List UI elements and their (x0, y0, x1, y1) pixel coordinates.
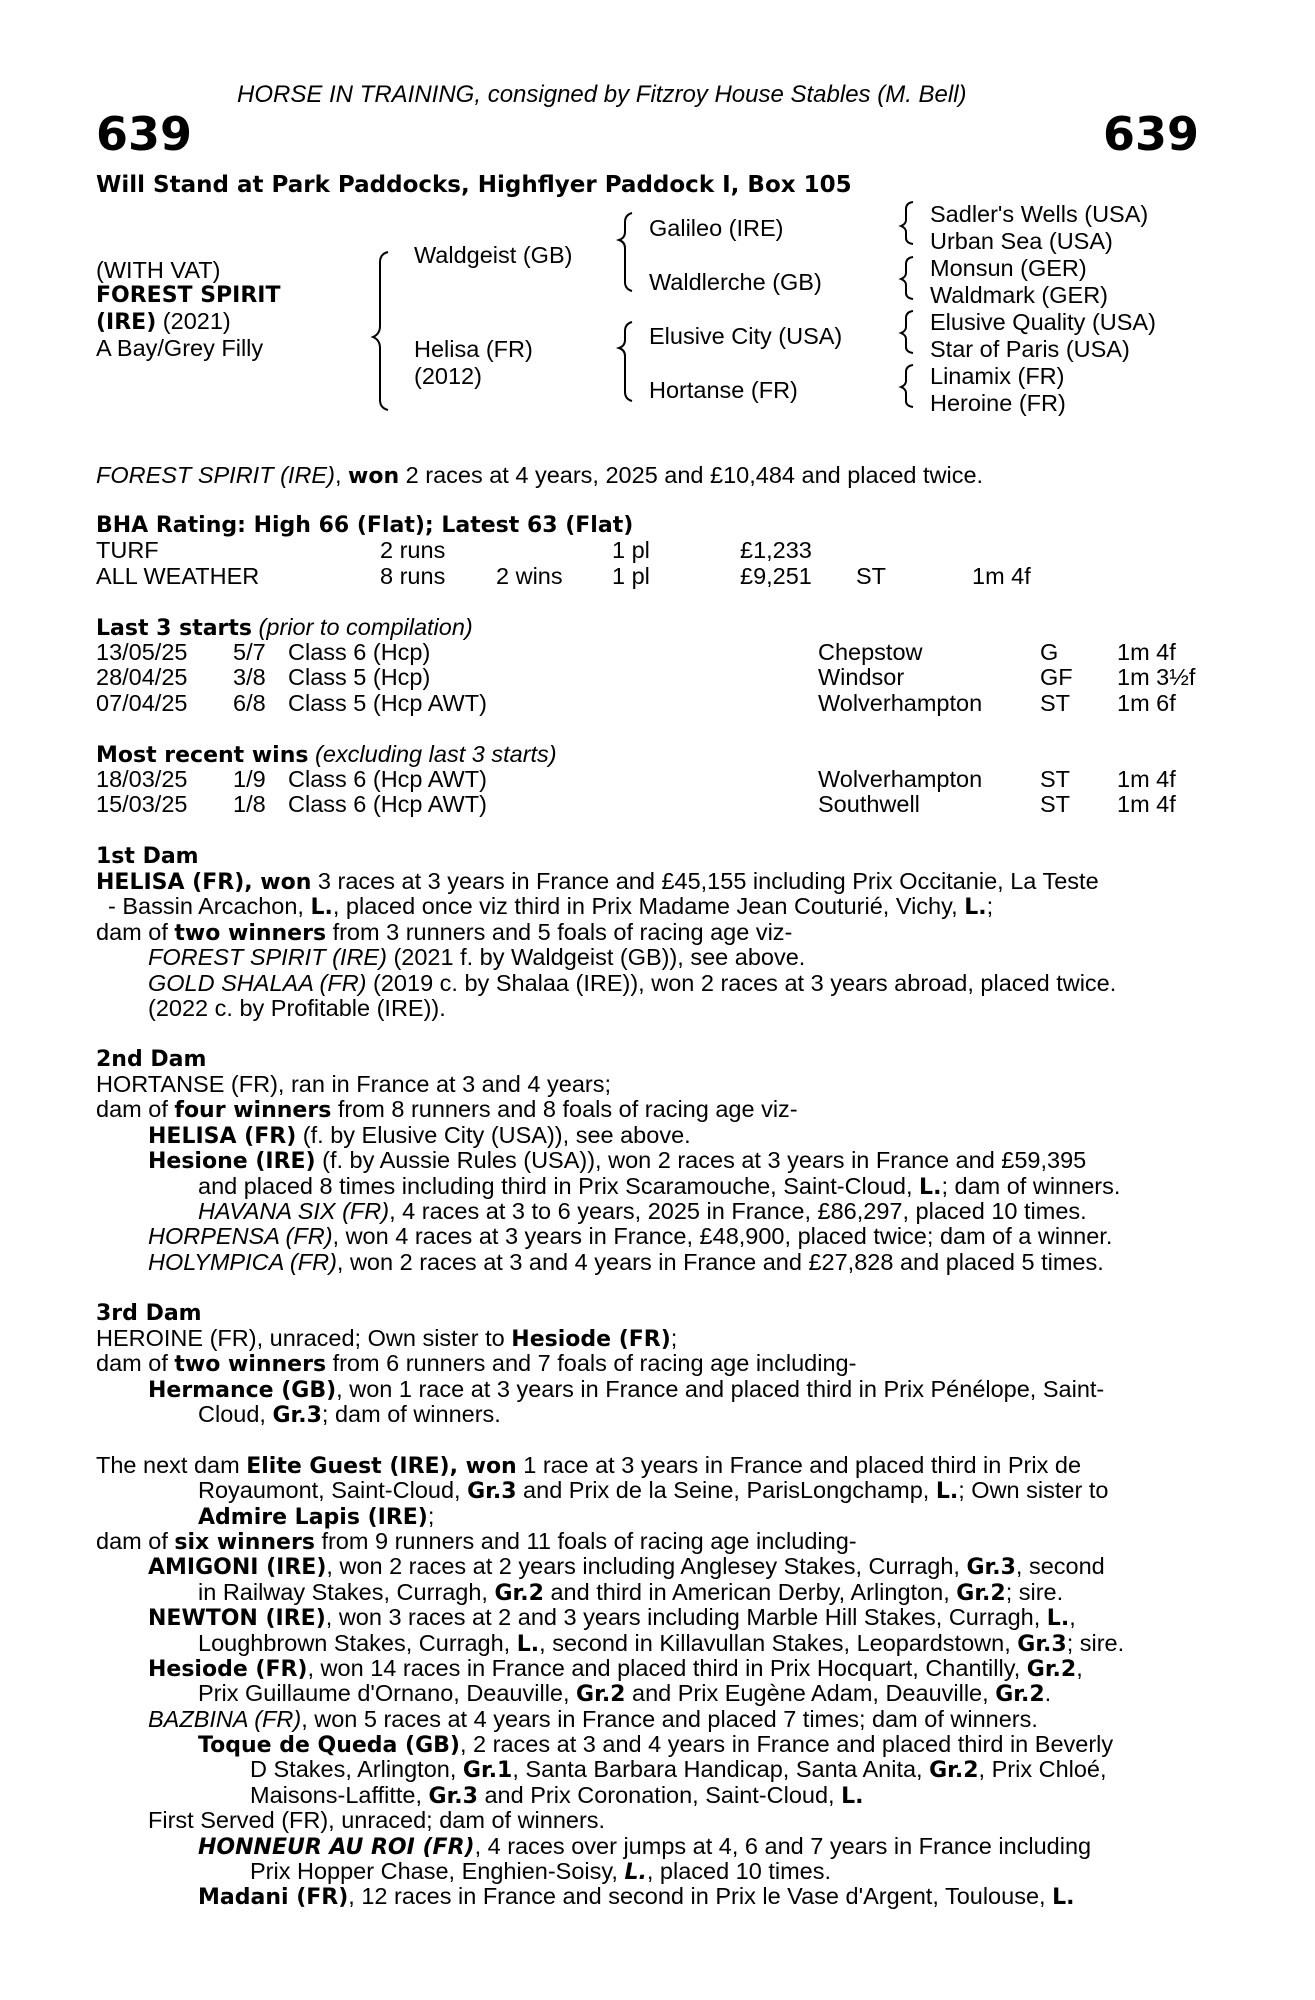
next-dam-line-6: in Railway Stakes, Curragh, Gr.2 and third in American Derby, Arlington, Gr.2; sire. (198, 1579, 1064, 1606)
second-dam-heading: 2nd Dam (96, 1047, 207, 1072)
next-dam-line-1: The next dam Elite Guest (IRE), won 1 race at 3 years in France and placed third in Prix de (96, 1452, 1082, 1479)
first-dam-line-2: - Bassin Arcachon, L., placed once viz third in Prix Madame Jean Couturié, Vichy, L.; (108, 893, 994, 920)
recent-win-dist: 1m 4f (1117, 791, 1176, 818)
last-start-cls: Class 6 (Hcp) (288, 639, 431, 665)
last-start-pos: 3/8 (233, 664, 266, 691)
dam-dam-dam: Heroine (FR) (930, 390, 1066, 416)
first-dam-line-3: dam of two winners from 3 runners and 5 foals of racing age viz- (96, 919, 793, 946)
rating-prize: £1,233 (740, 537, 812, 563)
first-dam-line-6: (2022 c. by Profitable (IRE)). (148, 995, 446, 1021)
last-start-cls: Class 5 (Hcp) (288, 664, 431, 691)
first-dam-heading: 1st Dam (96, 844, 199, 869)
recent-win-going: ST (1040, 766, 1071, 792)
second-dam-line-2: dam of four winners from 8 runners and 8 foals of racing age viz- (96, 1096, 798, 1123)
next-dam-line-8: Loughbrown Stakes, Curragh, L., second in Killavullan Stakes, Leopardstown, Gr.3; sire. (198, 1630, 1125, 1657)
second-dam-line-8: HOLYMPICA (FR), won 2 races at 3 and 4 years in France and £27,828 and placed 5 times. (148, 1249, 1104, 1275)
last-start-date: 13/05/25 (96, 639, 188, 665)
last-start-going: GF (1040, 664, 1073, 691)
third-dam-line-3: Hermance (GB), won 1 race at 3 years in France and placed third in Prix Pénélope, Saint- (148, 1376, 1105, 1403)
next-dam-line-3: Admire Lapis (IRE); (198, 1503, 435, 1530)
recent-win-date: 18/03/25 (96, 766, 188, 792)
second-dam-line-3: HELISA (FR) (f. by Elusive City (USA)), see above. (148, 1122, 691, 1149)
recent-wins-heading (96, 742, 557, 768)
last-start-going: ST (1040, 689, 1071, 716)
second-dam-line-7: HORPENSA (FR), won 4 races at 3 years in France, £48,900, placed twice; dam of a winner. (148, 1223, 1113, 1249)
next-dam-line-7: NEWTON (IRE), won 3 races at 2 and 3 years including Marble Hill Stakes, Curragh, L., (148, 1604, 1076, 1631)
sire-name: Waldgeist (GB) (414, 242, 573, 268)
dam-sire: Elusive City (USA) (649, 323, 843, 349)
last-start-dist: 1m 3½f (1117, 664, 1196, 691)
next-dam-line-12: Toque de Queda (GB), 2 races at 3 and 4 years in France and placed third in Beverly (198, 1731, 1114, 1758)
last-start-course: Windsor (818, 664, 905, 691)
second-dam-line-5: and placed 8 times including third in Prix Scaramouche, Saint-Cloud, L.; dam of winners. (198, 1173, 1121, 1200)
third-dam-line-4: Cloud, Gr.3; dam of winners. (198, 1401, 501, 1428)
sire-sire-sire: Sadler's Wells (USA) (930, 201, 1149, 227)
next-dam-line-10: Prix Guillaume d'Ornano, Deauville, Gr.2 and Prix Eugène Adam, Deauville, Gr.2. (198, 1680, 1052, 1707)
next-dam-line-11: BAZBINA (FR), won 5 races at 4 years in France and placed 7 times; dam of winners. (148, 1706, 1038, 1732)
lot-number-right: 639 (1102, 107, 1199, 161)
summary-rest: 2 races at 4 years, 2025 and £10,484 and placed twice. (399, 462, 984, 488)
dam-dam: Hortanse (FR) (649, 377, 798, 403)
recent-wins-title: Most recent wins (96, 743, 309, 768)
lot-number-left: 639 (96, 107, 193, 161)
first-dam-line-1: HELISA (FR), won 3 races at 3 years in France and £45,155 including Prix Occitanie, La Teste (96, 868, 1099, 895)
vat-note: (WITH VAT) (96, 257, 221, 283)
sire-dam: Waldlerche (GB) (649, 269, 822, 295)
last-starts-heading (96, 615, 473, 641)
recent-win-cls: Class 6 (Hcp AWT) (288, 791, 487, 818)
recent-win-going: ST (1040, 791, 1071, 818)
summary-horse-name: FOREST SPIRIT (IRE) (96, 462, 335, 488)
rating-prize: £9,251 (740, 563, 812, 589)
second-dam-line-6: HAVANA SIX (FR), 4 races at 3 to 6 years, 2025 in France, £86,297, placed 10 times. (198, 1198, 1087, 1224)
dam-name: Helisa (FR) (414, 336, 533, 362)
recent-wins-note: (excluding last 3 starts) (308, 741, 557, 767)
dam-sire-dam: Star of Paris (USA) (930, 336, 1130, 362)
rating-placed: 1 pl (612, 537, 650, 563)
dam-dam-sire: Linamix (FR) (930, 363, 1065, 389)
first-dam-line-5: GOLD SHALAA (FR) (2019 c. by Shalaa (IRE)), won 2 races at 3 years abroad, placed twice. (148, 970, 1117, 996)
dam-sire-sire: Elusive Quality (USA) (930, 309, 1156, 335)
race-summary: FOREST SPIRIT (IRE), won 2 races at 4 years, 2025 and £10,484 and placed twice. (96, 462, 984, 489)
next-dam-line-18: Madani (FR), 12 races in France and second in Prix le Vase d'Argent, Toulouse, L. (198, 1883, 1075, 1910)
last-start-date: 28/04/25 (96, 664, 188, 691)
last-start-date: 07/04/25 (96, 689, 188, 716)
next-dam-line-14: Maisons-Laffitte, Gr.3 and Prix Coronation, Saint-Cloud, L. (250, 1782, 864, 1809)
stand-location: Will Stand at Park Paddocks, Highflyer Paddock I, Box 105 (96, 172, 852, 198)
third-dam-line-1: HEROINE (FR), unraced; Own sister to Hesiode (FR); (96, 1325, 678, 1352)
recent-win-cls: Class 6 (Hcp AWT) (288, 766, 487, 792)
last-start-pos: 6/8 (233, 689, 266, 716)
horse-description: A Bay/Grey Filly (96, 335, 264, 361)
rating-wins: 2 wins (496, 563, 563, 589)
sire-sire-dam: Urban Sea (USA) (930, 228, 1113, 254)
rating-placed: 1 pl (612, 563, 650, 589)
next-dam-line-4: dam of six winners from 9 runners and 11 foals of racing age including- (96, 1528, 857, 1555)
rating-runs: 8 runs (380, 563, 446, 589)
last-starts-note: (prior to compilation) (252, 614, 473, 640)
rating-dist: 1m 4f (972, 563, 1031, 589)
last-start-going: G (1040, 639, 1059, 665)
rating-surface: TURF (96, 537, 159, 563)
next-dam-line-13: D Stakes, Arlington, Gr.1, Santa Barbara Handicap, Santa Anita, Gr.2, Prix Chloé, (250, 1756, 1107, 1783)
rating-surface: ALL WEATHER (96, 563, 260, 589)
recent-win-pos: 1/9 (233, 766, 266, 792)
last-start-cls: Class 5 (Hcp AWT) (288, 689, 487, 716)
sire-dam-dam: Waldmark (GER) (930, 282, 1108, 308)
third-dam-line-2: dam of two winners from 6 runners and 7 foals of racing age including- (96, 1350, 857, 1377)
recent-win-date: 15/03/25 (96, 791, 188, 818)
rating-going: ST (856, 563, 887, 589)
recent-win-pos: 1/8 (233, 791, 266, 818)
recent-win-course: Southwell (818, 791, 920, 818)
consignment-line: HORSE IN TRAINING, consigned by Fitzroy House Stables (M. Bell) (237, 81, 967, 108)
last-start-dist: 1m 4f (1117, 639, 1176, 665)
next-dam-line-9: Hesiode (FR), won 14 races in France and placed third in Prix Hocquart, Chantilly, Gr.2, (148, 1655, 1083, 1682)
horse-country: (IRE) (96, 310, 157, 335)
last-start-course: Chepstow (818, 639, 923, 665)
bha-rating: BHA Rating: High 66 (Flat); Latest 63 (Flat) (96, 513, 634, 538)
summary-won: won (348, 464, 400, 489)
recent-win-course: Wolverhampton (818, 766, 983, 792)
horse-year: (2021) (156, 308, 231, 334)
third-dam-heading: 3rd Dam (96, 1301, 202, 1326)
sire-sire: Galileo (IRE) (649, 215, 784, 241)
next-dam-line-5: AMIGONI (IRE), won 2 races at 2 years including Anglesey Stakes, Curragh, Gr.3, second (148, 1553, 1105, 1580)
dam-year: (2012) (414, 363, 482, 389)
rating-runs: 2 runs (380, 537, 446, 563)
last-starts-title: Last 3 starts (96, 616, 253, 641)
next-dam-line-2: Royaumont, Saint-Cloud, Gr.3 and Prix de la Seine, ParisLongchamp, L.; Own sister to (198, 1477, 1109, 1504)
horse-name: FOREST SPIRIT (96, 283, 281, 308)
last-start-dist: 1m 6f (1117, 689, 1176, 716)
last-start-pos: 5/7 (233, 639, 266, 665)
next-dam-line-16: HONNEUR AU ROI (FR), 4 races over jumps at 4, 6 and 7 years in France including (198, 1833, 1092, 1860)
last-start-course: Wolverhampton (818, 689, 983, 716)
next-dam-line-17: Prix Hopper Chase, Enghien-Soisy, L., placed 10 times. (250, 1858, 832, 1885)
sire-dam-sire: Monsun (GER) (930, 255, 1087, 281)
second-dam-line-4: Hesione (IRE) (f. by Aussie Rules (USA)), won 2 races at 3 years in France and £59,395 (148, 1147, 1087, 1174)
second-dam-line-1: HORTANSE (FR), ran in France at 3 and 4 years; (96, 1071, 612, 1097)
recent-win-dist: 1m 4f (1117, 766, 1176, 792)
next-dam-line-15: First Served (FR), unraced; dam of winners. (148, 1807, 606, 1833)
first-dam-line-4: FOREST SPIRIT (IRE) (2021 f. by Waldgeist (GB)), see above. (148, 944, 806, 970)
